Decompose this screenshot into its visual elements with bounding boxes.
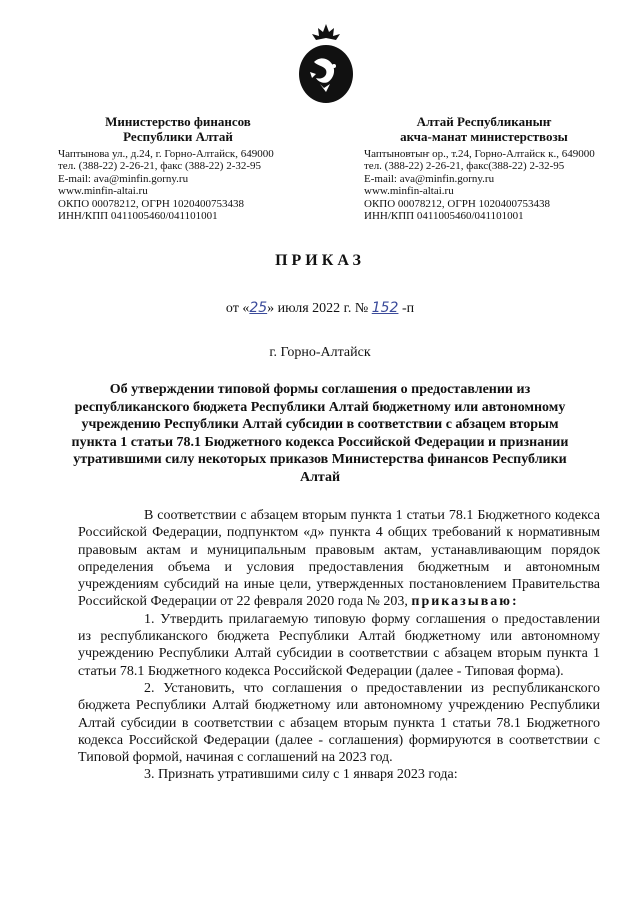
- city-line: г. Горно-Алтайск: [269, 345, 371, 360]
- ministry-name-line2: Республики Алтай: [123, 129, 233, 144]
- intro-paragraph: [78, 507, 600, 611]
- ministry-phone: тел. (388-22) 2-26-21, факс (388-22) 2-32-95: [58, 160, 262, 173]
- item-2: 2. Установить, что соглашения о предоставлении из республиканского бюджета Республики Алтай бюджетному или автономному учреждению Республики Алтай субсидии в соответствии с абзацем вторым пункта 1 статьи 78.1 Бюджетного кодекса Российской Федерации (далее - соглашения) формируются в соответствии с Типовой формой, начиная с соглашений на 2023 год.: [78, 680, 600, 766]
- ministry-phone-altai: тел. (388-22) 2-26-21, факс(388-22) 2-32-95: [364, 160, 565, 173]
- ministry-website: www.minfin-altai.ru: [58, 185, 148, 198]
- ministry-website-altai: www.minfin-altai.ru: [364, 185, 454, 198]
- order-heading: Об утверждении типовой формы соглашения о предоставлении из республиканского бюджета Республики Алтай бюджетному или автономному учреждению Республики Алтай субсидии в соответствии с абзацем вторым пункта 1 статьи 78.1 Бюджетного кодекса Российской Федерации и признании утратившими силу некоторых приказов Министерства финансов Республики Алтай: [71, 382, 569, 485]
- date-prefix: от «: [225, 301, 250, 316]
- intro-text: В соответствии с абзацем вторым пункта 1 статьи 78.1 Бюджетного кодекса Российской Федерации, подпунктом «д» пункта 4 общих требований к нормативным правовым актам и муниципальным правовым актам, устанавливающим порядок определения объема и условия предоставления бюджетным и автономным учреждениям субсидий на иные цели, утвержденных постановлением Правительства Российской Федерации от 22 февраля 2020 года № 203,: [78, 508, 600, 610]
- ministry-inn-altai: ИНН/КПП 0411005460/041101001: [364, 210, 524, 223]
- item-1: 1. Утвердить прилагаемую типовую форму соглашения о предоставлении из республиканского бюджета Республики Алтай бюджетному или автономному учреждению Республики Алтай субсидии в соответствии с абзацем вторым пункта 1 статьи 78.1 Бюджетного кодекса Российской Федерации (далее - Типовая форма).: [78, 611, 600, 679]
- order-number-suffix: -п: [401, 301, 415, 316]
- ministry-email-altai: E-mail: ava@minfin.gorny.ru: [364, 172, 495, 185]
- ministry-name-altai-line2: акча-манат министерствозы: [400, 129, 568, 144]
- coat-of-arms-emblem-icon: [296, 22, 356, 104]
- order-body: [78, 507, 600, 784]
- date-middle: » июля 2022 г. №: [267, 301, 369, 316]
- ministry-name-line1: Министерство финансов: [105, 114, 251, 129]
- ministry-inn: ИНН/КПП 0411005460/041101001: [58, 210, 218, 223]
- date-day-handwritten: 25: [249, 300, 268, 316]
- ministry-header-russian: [58, 114, 308, 222]
- order-date-line: [0, 300, 640, 317]
- item-3: 3. Признать утратившими силу с 1 января 2023 года:: [144, 767, 458, 783]
- ministry-header-altai: [364, 114, 614, 222]
- ministry-name-altai-line1: Алтай Республиканыҥ: [416, 114, 552, 129]
- ministry-okpo: ОКПО 00078212, ОГРН 1020400753438: [58, 197, 245, 210]
- ministry-email: E-mail: ava@minfin.gorny.ru: [58, 172, 189, 185]
- document-type-title: ПРИКАЗ: [275, 252, 365, 269]
- ministry-okpo-altai: ОКПО 00078212, ОГРН 1020400753438: [364, 197, 551, 210]
- order-word: приказываю:: [411, 594, 519, 610]
- ministry-address-altai: Чаптыновтыҥ ор., т.24, Горно-Алтайск к., 649000: [364, 148, 595, 160]
- order-number-handwritten: 152: [371, 300, 399, 316]
- ministry-address: Чаптынова ул., д.24, г. Горно-Алтайск, 649000: [58, 148, 274, 160]
